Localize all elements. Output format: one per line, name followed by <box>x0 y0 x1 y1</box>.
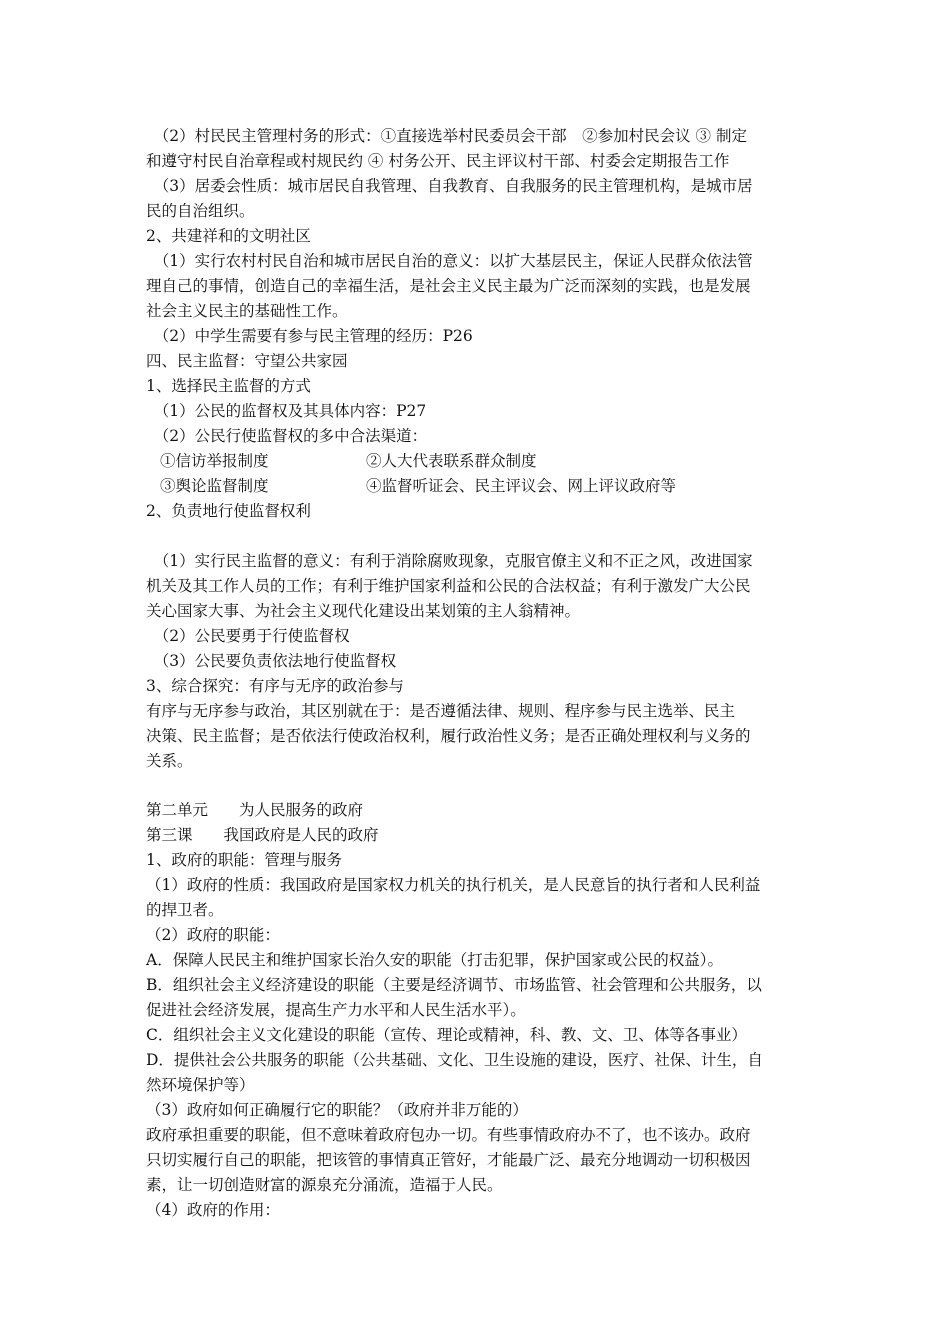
text-line: （2）村民民主管理村务的形式：①直接选举村民委员会干部 ②参加村民会议 ③ 制定 <box>146 127 747 145</box>
channel-row <box>160 476 676 496</box>
lesson-heading: 第三课 我国政府是人民的政府 <box>146 826 379 844</box>
text-line: B．组织社会主义经济建设的职能（主要是经济调节、市场监管、社会管理和公共服务，以 <box>146 976 762 994</box>
text-line: （2）公民行使监督权的多中合法渠道： <box>146 427 428 445</box>
text-line: （1）实行民主监督的意义：有利于消除腐败现象，克服官僚主义和不正之风，改进国家 <box>146 552 753 570</box>
text-line: 促进社会经济发展，提高生产力水平和人民生活水平）。 <box>146 1001 526 1019</box>
text-line: 理自己的事情，创造自己的幸福生活，是社会主义民主最为广泛而深刻的实践，也是发展 <box>146 277 751 295</box>
text-line: 机关及其工作人员的工作；有利于维护国家利益和公民的合法权益；有利于激发广大公民 <box>146 577 751 595</box>
text-line: （3）居委会性质：城市居民自我管理、自我教育、自我服务的民主管理机构，是城市居 <box>146 177 753 195</box>
text-line: （1）公民的监督权及其具体内容：P27 <box>146 402 427 420</box>
text-line: 只切实履行自己的职能，把该管的事情真正管好，才能最广泛、最充分地调动一切积极因 <box>146 1151 751 1169</box>
channel-item: ③舆论监督制度 <box>160 477 269 495</box>
text-line: 关心国家大事、为社会主义现代化建设出某划策的主人翁精神。 <box>146 602 581 620</box>
text-line: 1、选择民主监督的方式 <box>146 377 311 395</box>
text-line: 社会主义民主的基础性工作。 <box>146 302 348 320</box>
text-line: 2、共建祥和的文明社区 <box>146 227 311 245</box>
text-line: （3）政府如何正确履行它的职能？（政府并非万能的） <box>146 1101 528 1119</box>
text-line: （3）公民要负责依法地行使监督权 <box>146 652 397 670</box>
text-line: （2）公民要勇于行使监督权 <box>146 627 350 645</box>
text-line: 然环境保护等） <box>146 1076 255 1094</box>
text-line: 决策、民主监督；是否依法行使政治权利，履行政治性义务；是否正确处理权利与义务的 <box>146 727 751 745</box>
text-line: 的捍卫者。 <box>146 901 224 919</box>
text-line: （2）政府的职能： <box>146 926 280 944</box>
channel-item: ④监督听证会、民主评议会、网上评议政府等 <box>366 477 677 495</box>
channel-row <box>160 451 537 471</box>
text-line: 民的自治组织。 <box>146 202 255 220</box>
channel-item: ①信访举报制度 <box>160 452 269 470</box>
text-line: A．保障人民民主和维护国家长治久安的职能（打击犯罪，保护国家或公民的权益）。 <box>146 951 723 969</box>
text-line: （4）政府的作用： <box>146 1201 280 1219</box>
section-heading: 四、民主监督：守望公共家园 <box>146 352 348 370</box>
text-line: 素，让一切创造财富的源泉充分涌流，造福于人民。 <box>146 1176 503 1194</box>
text-line: （1）政府的性质：我国政府是国家权力机关的执行机关，是人民意旨的执行者和人民利益 <box>146 876 761 894</box>
text-line: D．提供社会公共服务的职能（公共基础、文化、卫生设施的建设，医疗、社保、计生，自 <box>146 1051 763 1069</box>
text-line: 1、政府的职能：管理与服务 <box>146 851 342 869</box>
text-line: 有序与无序参与政治，其区别就在于：是否遵循法律、规则、程序参与民主选举、民主 <box>146 702 736 720</box>
channel-item: ②人大代表联系群众制度 <box>366 452 537 470</box>
text-line: 和遵守村民自治章程或村规民约 ④ 村务公开、民主评议村干部、村委会定期报告工作 <box>146 152 730 170</box>
text-line: 关系。 <box>146 752 193 770</box>
text-line: （2）中学生需要有参与民主管理的经历：P26 <box>146 327 473 345</box>
text-line: C．组织社会主义文化建设的职能（宣传、理论或精神，科、教、文、卫、体等各事业） <box>146 1026 747 1044</box>
unit-heading: 第二单元 为人民服务的政府 <box>146 801 364 819</box>
text-line: 3、综合探究：有序与无序的政治参与 <box>146 677 404 695</box>
text-line: （1）实行农村村民自治和城市居民自治的意义：以扩大基层民主，保证人民群众依法管 <box>146 252 753 270</box>
text-line: 2、负责地行使监督权利 <box>146 502 311 520</box>
text-line: 政府承担重要的职能，但不意味着政府包办一切。有些事情政府办不了，也不该办。政府 <box>146 1126 751 1144</box>
